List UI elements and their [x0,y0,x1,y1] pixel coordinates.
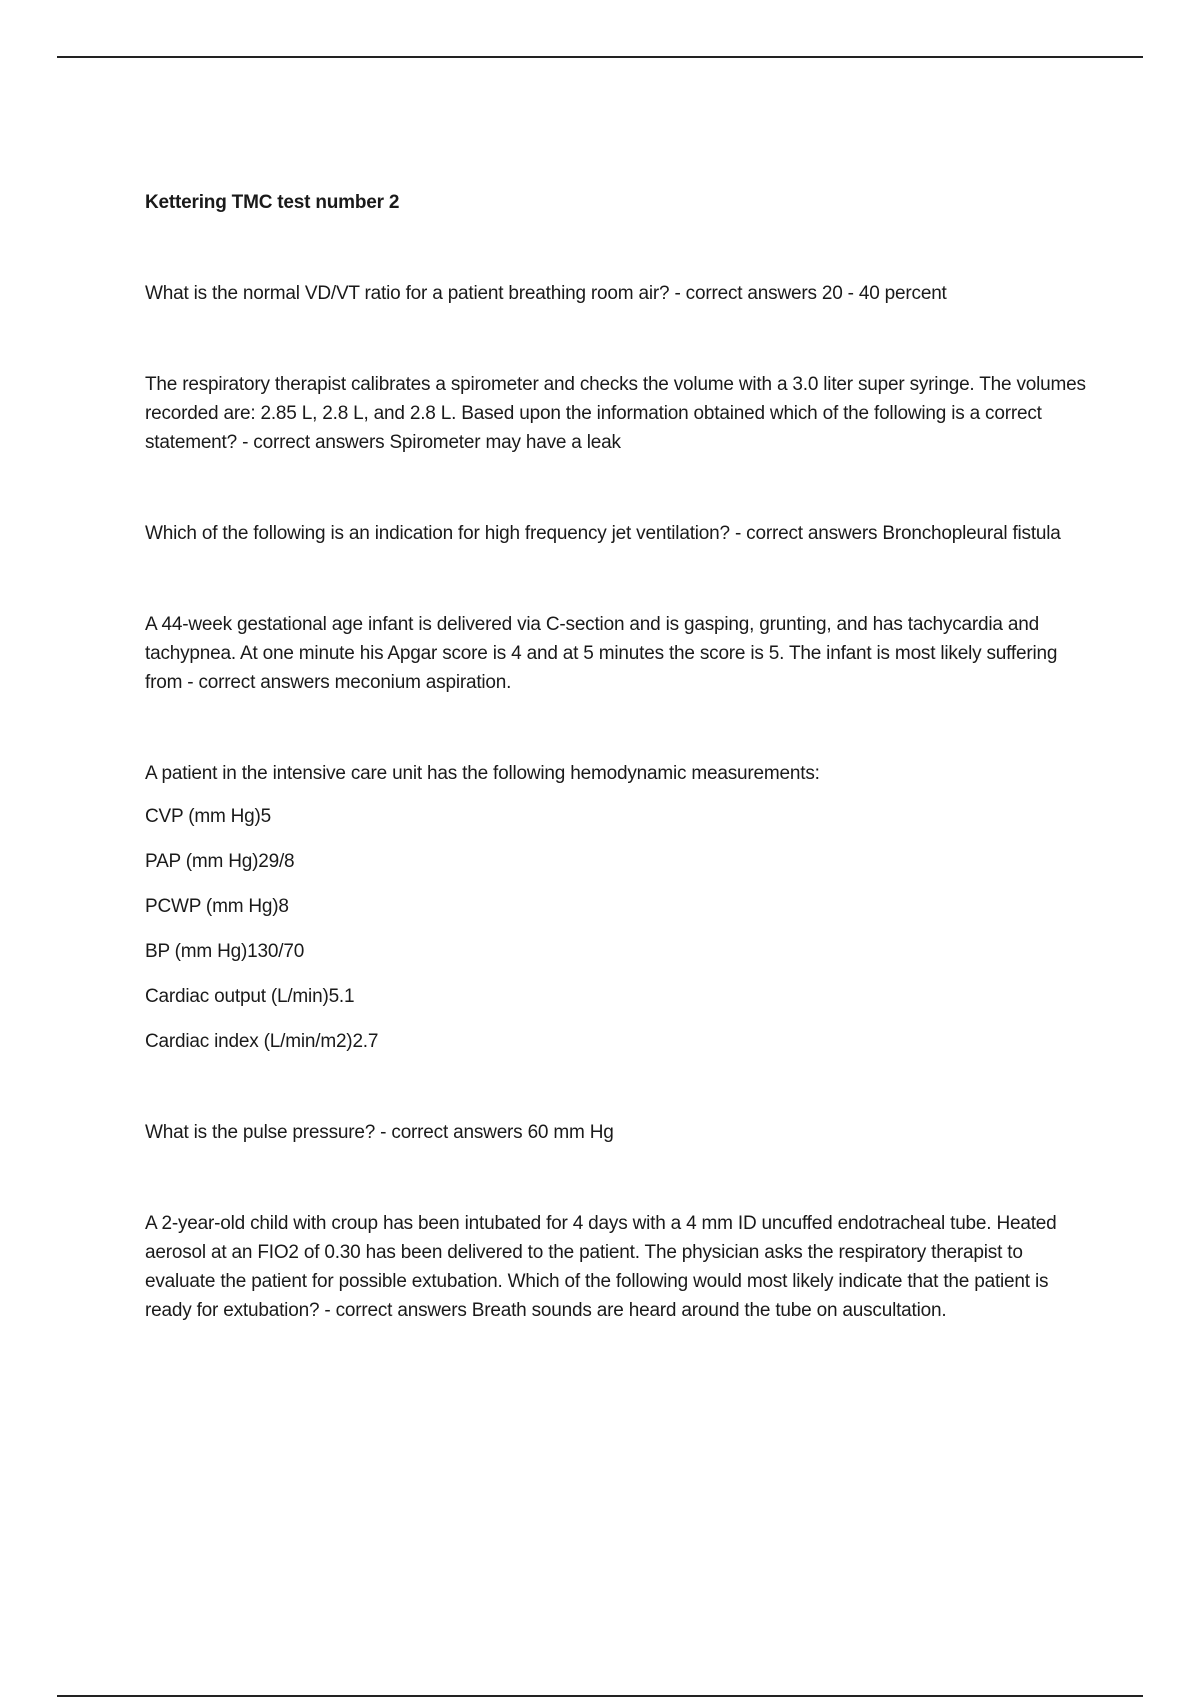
question-croup-extubation: A 2-year-old child with croup has been intubated for 4 days with a 4 mm ID uncuffed endotracheal tube. Heated aerosol at an FIO2 of 0.30 has been delivered to the patient. The physician asks the respiratory therapist to evaluate the patient for possible extubation. Which of the following would most likely indicate that the patient is ready for extubation? - correct answers Breath sounds are heard around the tube on auscultation. [145,1213,1057,1321]
hemodynamic-intro: A patient in the intensive care unit has the following hemodynamic measurements: [145,763,820,784]
document-body [145,188,1090,1387]
measurement-pap: PAP (mm Hg)29/8 [145,851,295,872]
header-rule [57,56,1143,58]
document-title: Kettering TMC test number 2 [145,192,400,213]
measurement-cardiac-output: Cardiac output (L/min)5.1 [145,986,355,1007]
question-infant: A 44-week gestational age infant is delivered via C-section and is gasping, grunting, and has tachycardia and tachypnea. At one minute his Apgar score is 4 and at 5 minutes the score is 5. The infant is most likely suffering from - correct answers meconium aspiration. [145,614,1058,693]
measurement-bp: BP (mm Hg)130/70 [145,941,305,962]
measurement-cvp: CVP (mm Hg)5 [145,806,272,827]
hemodynamic-measurements [145,802,1090,1056]
measurement-pcwp: PCWP (mm Hg)8 [145,896,289,917]
question-spirometer: The respiratory therapist calibrates a spirometer and checks the volume with a 3.0 liter super syringe. The volumes recorded are: 2.85 L, 2.8 L, and 2.8 L. Based upon the information obtained which of the following is a correct statement? - correct answers Spirometer may have a leak [145,374,1086,453]
question-hfjv: Which of the following is an indication for high frequency jet ventilation? - correct answers Bronchopleural fistula [145,523,1061,544]
question-pulse-pressure: What is the pulse pressure? - correct answers 60 mm Hg [145,1122,614,1143]
measurement-cardiac-index: Cardiac index (L/min/m2)2.7 [145,1031,379,1052]
question-vd-vt: What is the normal VD/VT ratio for a patient breathing room air? - correct answers 20 - 40 percent [145,283,947,304]
footer-rule [57,1695,1143,1697]
